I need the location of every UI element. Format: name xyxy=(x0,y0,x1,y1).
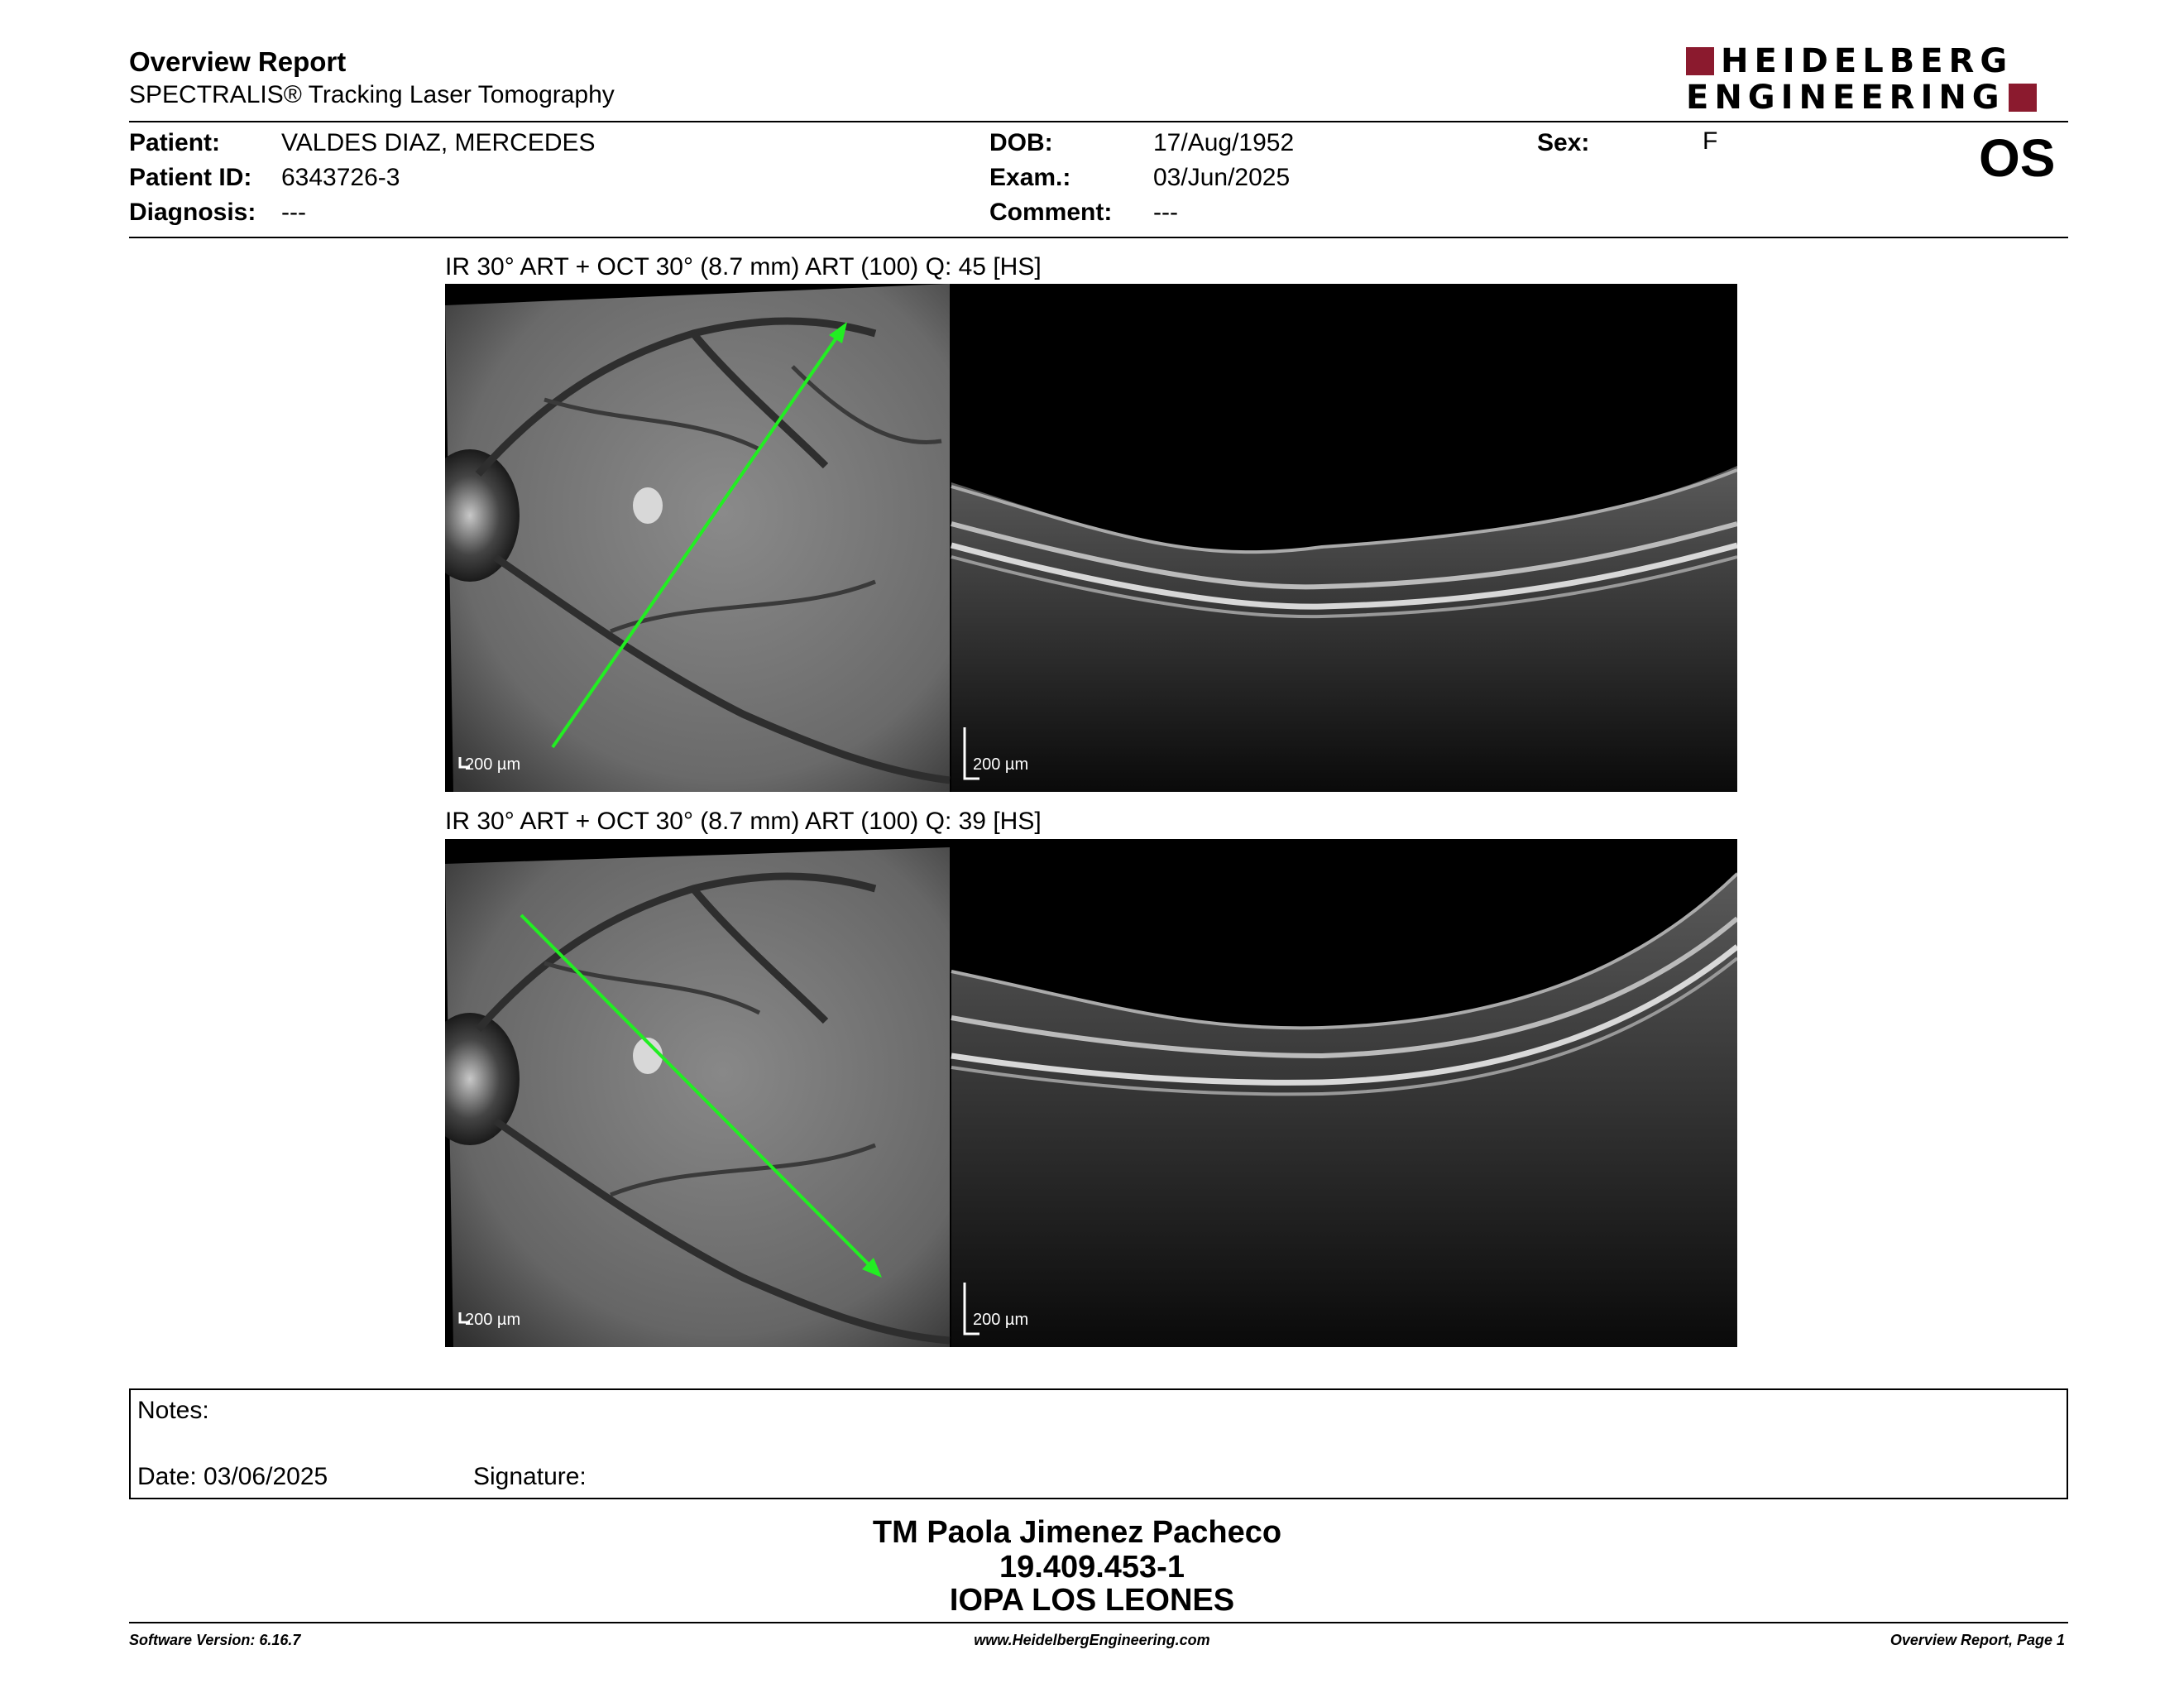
institution-name: IOPA LOS LEONES xyxy=(949,1583,1235,1618)
footer-divider xyxy=(129,1622,2068,1623)
comment-value: --- xyxy=(1153,199,1178,226)
software-version: Software Version: 6.16.7 xyxy=(129,1632,301,1648)
notes-box xyxy=(129,1388,2068,1499)
header-divider xyxy=(129,121,2068,122)
page-indicator: Overview Report, Page 1 xyxy=(1889,1632,2065,1648)
patient-id: 6343726-3 xyxy=(281,164,400,191)
patient-label: Patient: xyxy=(129,129,221,156)
sex-value: F xyxy=(1703,127,1718,155)
signature-label: Signature: xyxy=(473,1463,587,1490)
logo-square-icon xyxy=(1686,47,1714,75)
notes-date: Date: 03/06/2025 xyxy=(137,1463,328,1490)
website-link[interactable]: www.HeidelbergEngineering.com xyxy=(974,1632,1210,1648)
dob-value: 17/Aug/1952 xyxy=(1153,129,1295,156)
heidelberg-logo xyxy=(1686,43,2067,122)
scan-2-title: IR 30° ART + OCT 30° (8.7 mm) ART (100) Q: 39 [HS] xyxy=(445,808,1042,835)
technician-name: TM Paola Jimenez Pacheco xyxy=(872,1515,1282,1550)
notes-label: Notes: xyxy=(137,1397,209,1424)
scan-1-panel xyxy=(445,284,1737,792)
sex-label: Sex: xyxy=(1537,129,1590,156)
ir-scale-label-2: 200 µm xyxy=(465,1311,521,1329)
exam-label: Exam.: xyxy=(989,164,1071,191)
patient-divider xyxy=(129,237,2068,238)
technician-rut: 19.409.453-1 xyxy=(999,1550,1185,1585)
logo-line-1: HEIDELBERG xyxy=(1721,42,2014,80)
ir-scale-label-1: 200 µm xyxy=(465,755,521,774)
exam-value: 03/Jun/2025 xyxy=(1153,164,1291,191)
logo-line-2: ENGINEERING xyxy=(1686,79,2005,117)
diagnosis-label: Diagnosis: xyxy=(129,199,256,226)
oct-scale-label-2: 200 µm xyxy=(973,1311,1029,1329)
patient-id-label: Patient ID: xyxy=(129,164,252,191)
report-subtitle: SPECTRALIS® Tracking Laser Tomography xyxy=(129,81,615,108)
dob-label: DOB: xyxy=(989,129,1053,156)
patient-name: VALDES DIAZ, MERCEDES xyxy=(281,129,596,156)
bright-lesion-1 xyxy=(633,487,663,524)
report-title: Overview Report xyxy=(129,46,347,77)
scan-2-panel xyxy=(445,839,1737,1347)
oct-scale-label-1: 200 µm xyxy=(973,755,1029,774)
comment-label: Comment: xyxy=(989,199,1113,226)
logo-square-icon-2 xyxy=(2009,84,2037,112)
eye-label: OS xyxy=(1979,128,2056,188)
diagnosis-value: --- xyxy=(281,199,306,226)
scan-1-title: IR 30° ART + OCT 30° (8.7 mm) ART (100) Q: 45 [HS] xyxy=(445,253,1042,281)
